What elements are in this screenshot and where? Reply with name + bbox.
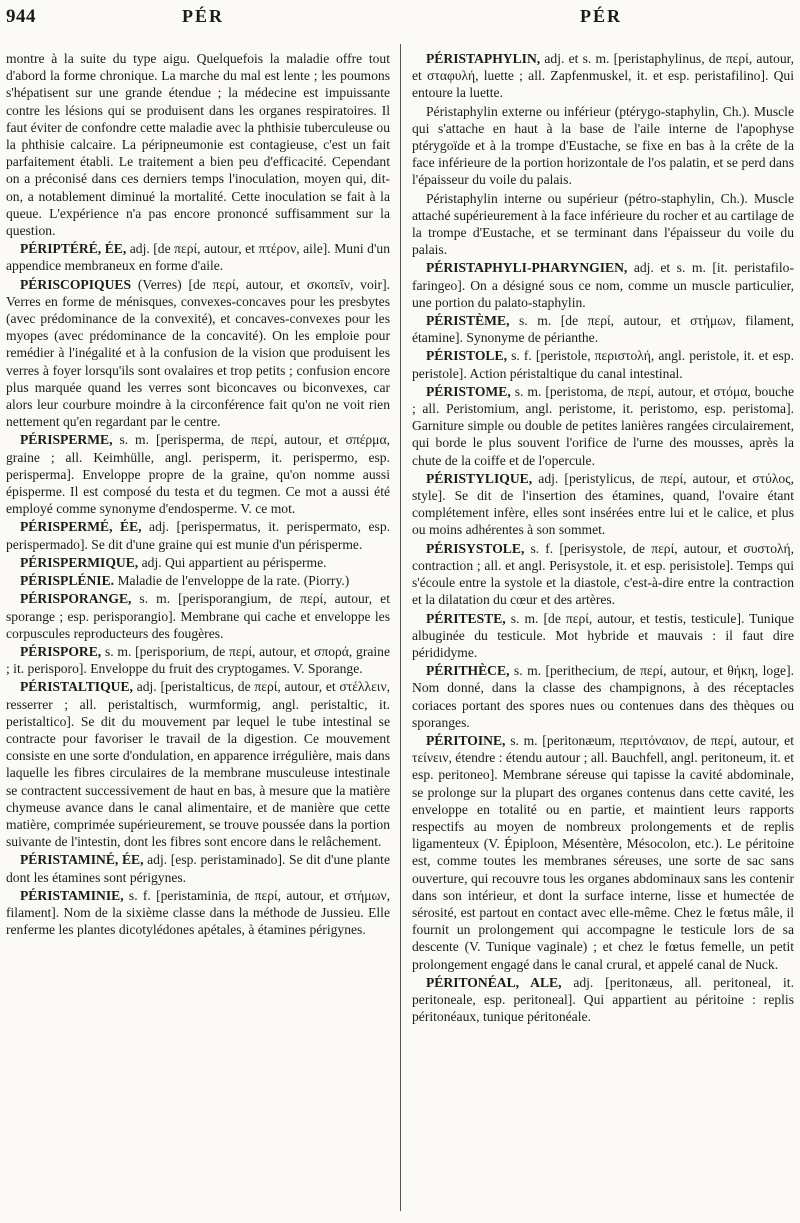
dictionary-entry bbox=[412, 662, 794, 731]
dictionary-entry bbox=[6, 554, 390, 571]
entry-text: Maladie de l'enveloppe de la rate. (Piorry.) bbox=[117, 573, 350, 589]
entry-headword: PÉRISTOLE, bbox=[426, 348, 507, 364]
dictionary-entry bbox=[6, 50, 390, 239]
entry-headword: PÉRISTÈME, bbox=[426, 313, 510, 329]
dictionary-entry bbox=[412, 974, 794, 1026]
right-column bbox=[412, 50, 794, 1209]
dictionary-entry bbox=[412, 259, 794, 311]
dictionary-entry bbox=[6, 572, 390, 589]
entry-headword: PÉRISPERME, bbox=[20, 432, 113, 448]
dictionary-entry bbox=[412, 103, 794, 189]
entry-text: s. m. [de περί, autour, et testis, testicule]. Tunique albuginée du testicule. Mot hybride et mauvais : il faut dire pérididyme. bbox=[412, 610, 794, 660]
entry-headword: PÉRISPERMÉ, ÉE, bbox=[20, 519, 142, 535]
entry-headword: PÉRISPERMIQUE, bbox=[20, 554, 139, 570]
dictionary-entry bbox=[412, 610, 794, 662]
entry-text: Péristaphylin interne ou supérieur (pétro-staphylin, Ch.). Muscle attaché supérieurement à la face inférieure du rocher et au cartilage de la trompe d'Eustache, et se terminant dans l'épaisseur du voile du palais. bbox=[412, 190, 794, 258]
entry-text: s. m. [de περί, autour, et στήμων, filament, étamine]. Synonyme de périanthe. bbox=[412, 313, 794, 346]
dictionary-entry bbox=[412, 312, 794, 346]
dictionary-entry bbox=[6, 276, 390, 431]
running-head-right: PÉR bbox=[580, 6, 622, 26]
entry-headword: PÉRITHÈCE, bbox=[426, 663, 510, 679]
entry-text: s. f. [peristole, περιστολή, angl. peristole, it. et esp. peristole]. Action péristaltique du canal intestinal. bbox=[412, 348, 794, 381]
entry-text: adj. [esp. peristaminado]. Se dit d'une plante dont les étamines sont périgynes. bbox=[6, 852, 390, 885]
entry-text: adj. [perispermatus, it. perispermato, esp. perispermado]. Se dit d'une graine qui est munie d'un périsperme. bbox=[6, 519, 390, 552]
entry-headword: PÉRISCOPIQUES bbox=[20, 276, 132, 292]
entry-text: s. m. [peritonæum, περιτόναιον, de περί, autour, et τείνειν, étendre : étendu autour ; all. Bauchfell, angl. peritoneum, it. et esp. peritoneo]. Membrane séreuse qui tapisse la cavité abdominale, se prolonge sur la plupart des organes contenus dans cette cavité, les enveloppe en totalité ou en partie, et maintient leurs rapports respectifs au moyen de nombreux prolongements et de replis ligamenteux (V. Épiploon, Mésentère, Mésocolon, etc.). Le péritoine est, comme toutes les membranes séreuses, une sorte de sac sans ouverture, qui recouvre tous les organes abdominaux sans les contenir dans son intérieur, et dont la surface interne, lisse et humectée de sérosité, est partout en contact avec elle-même. Chez le fœtus mâle, il fournit un prolongement qui accompagne le testicule lors de sa descente (V. Tunique vaginale) ; et chez le fœtus femelle, un petit prolongement engagé dans le canal crural, et appelé canal de Nuck. bbox=[412, 732, 794, 972]
entry-headword: PÉRISYSTOLE, bbox=[426, 540, 525, 556]
entry-text: s. m. [perisperma, de περί, autour, et σπέρμα, graine ; all. Keimhülle, angl. perisperm, it. perispermo, esp. perisperma]. Enveloppe propre de la graine, qu'on nomme aussi épisperme. Il est composé du testa et du tegmen. Ce mot a aussi été employé comme synonyme d'endosperme. V. ce mot. bbox=[6, 432, 390, 517]
entry-text: adj. et s. m. [peristaphylinus, de περί, autour, et σταφυλή, luette ; all. Zapfenmuskel, it. et esp. peristafilino]. Qui entoure la luette. bbox=[412, 51, 794, 101]
entry-headword: PÉRISTALTIQUE, bbox=[20, 679, 133, 695]
entry-text: s. m. [peristoma, de περί, autour, et στόμα, bouche ; all. Peristomium, angl. peristome, it. peristomo, esp. peristoma]. Garniture simple ou double de petites lanières rangées circulairement, qui borde le plus souvent l'orifice de l'urne des mousses, après la chute de la coiffe et de l'opercule. bbox=[412, 383, 794, 468]
dictionary-entry bbox=[6, 518, 390, 552]
entry-headword: PÉRITOINE, bbox=[426, 732, 506, 748]
column-divider bbox=[400, 44, 401, 1211]
entry-text: s. f. [perisystole, de περί, autour, et συστολή, contraction ; all. et angl. Perisystole, it. et esp. perisistole]. Temps qui s'écoule entre la systole et la diastole, c'est-à-dire entre la contraction et la dilatation du cœur et des artères. bbox=[412, 540, 794, 608]
entry-headword: PÉRISPLÉNIE. bbox=[20, 573, 115, 589]
page-number: 944 bbox=[6, 6, 36, 27]
entry-headword: PÉRISTYLIQUE, bbox=[426, 470, 533, 486]
dictionary-entry bbox=[6, 851, 390, 885]
entry-text: (Verres) [de περί, autour, et σκοπεῖν, voir]. Verres en forme de ménisques, convexes-concaves pour les presbytes (avec prédominance de la convexité), et concaves-convexes pour les myopes (avec prédominance de la concavité). On les emploie pour remédier à l'inégalité et à la confusion de la vision que produisent les verres à foyer lorsqu'ils sont ovalaires et trop petits ; confusion encore plus marquée quand les verres sont biconcaves ou biconvexes, car alors leur courbure moindre à la circonférence fait qu'on ne voit rien nettement qu'en regardant par le centre. bbox=[6, 276, 390, 430]
running-head-left: PÉR bbox=[182, 6, 224, 26]
entry-headword: PÉRISTOME, bbox=[426, 383, 511, 399]
entry-headword: PÉRITONÉAL, ALE, bbox=[426, 974, 562, 990]
dictionary-entry bbox=[6, 887, 390, 939]
entry-text: adj. Qui appartient au périsperme. bbox=[141, 554, 327, 570]
entry-headword: PÉRISTAPHYLIN, bbox=[426, 51, 541, 66]
entry-text: adj. [peritonæus, all. peritoneal, it. peritoneale, esp. peritoneal]. Qui appartient au péritoine : replis péritonéaux, tunique péritonéale. bbox=[412, 974, 794, 1025]
entry-text: adj. [peristalticus, de περί, autour, et στέλλειν, resserrer ; all. peristaltisch, wurmformig, angl. peristaltic, it. peristaltico]. Se dit du mouvement par lequel le tube intestinal se contracte pour favoriser le travail de la digestion. Ce mouvement consiste en une sorte d'ondulation, en apparence irrégulière, mais dans laquelle les fibres circulaires de la membrane musculeuse intestinale se contractent successivement de haut en bas, à mesure que la matière chymeuse avance dans le canal alimentaire, et de manière que cette matière, comprimée supérieurement, se trouve poussée dans la portion suivante de l'intestin, dont les fibres sont encore dans le relâchement. bbox=[6, 679, 390, 850]
dictionary-entry bbox=[412, 383, 794, 469]
dictionary-entry bbox=[6, 590, 390, 642]
dictionary-entry bbox=[6, 643, 390, 677]
dictionary-entry bbox=[6, 678, 390, 850]
dictionary-entry bbox=[6, 240, 390, 274]
entry-text: adj. et s. m. [it. peristafilo-faringeo]. On a désigné sous ce nom, comme un muscle particulier, une portion du palato-staphylin. bbox=[412, 260, 794, 310]
entry-text: s. m. [perisporium, de περί, autour, et σπορά, graine ; it. perisporo]. Enveloppe du fruit des cryptogames. V. Sporange. bbox=[6, 643, 390, 677]
left-column bbox=[6, 50, 390, 1209]
entry-text: montre à la suite du type aigu. Quelquefois la maladie offre tout d'abord la forme chronique. La marche du mal est lente ; les poumons s'hépatisent sur une grande étendue ; la médecine est impuissante contre les lésions qui se produisent dans les organes respiratoires. Il faut éviter de confondre cette maladie avec la phthisie tuberculeuse ou la phthisie calcaire. La péripneumonie est contagieuse, c'est un fait parfaitement établi. Le traitement a bien peu d'efficacité. Cependant on a préconisé dans ces derniers temps l'inoculation, moyen qui, dit-on, a notablement diminué la mortalité. Cette inoculation se fait à la queue. L'expérience n'a pas encore prononcé suffisamment sur la question. bbox=[6, 51, 390, 239]
dictionary-entry bbox=[412, 190, 794, 259]
entry-text: adj. [peristylicus, de περί, autour, et στύλος, style]. Se dit de l'insertion des étamines, quand, l'ovaire étant complétement infère, elles sont insérées entre lui et le calice, et plus ou moins adhérentes à son sommet. bbox=[412, 470, 794, 538]
entry-headword: PÉRISPORANGE, bbox=[20, 591, 132, 607]
dictionary-entry bbox=[412, 540, 794, 609]
entry-headword: PÉRISTAMINÉ, ÉE, bbox=[20, 852, 144, 868]
entry-headword: PÉRISTAMINIE, bbox=[20, 887, 124, 903]
entry-text: s. m. [perithecium, de περί, autour, et θήκη, loge]. Nom donné, dans la classe des champignons, à des réceptacles coriaces portant des spores nues ou contenues dans des thèques ou sporanges. bbox=[412, 663, 794, 730]
dictionary-entry bbox=[6, 431, 390, 517]
entry-text: adj. [de περί, autour, et πτέρον, aile]. Muni d'un appendice membraneux en forme d'aile. bbox=[6, 241, 390, 274]
entry-text: s. f. [peristaminia, de περί, autour, et στήμων, filament]. Nom de la sixième classe dans la méthode de Jussieu. Elle renferme les plantes dicotylédones apétales, à étamines périgynes. bbox=[6, 887, 390, 938]
entry-headword: PÉRISPORE, bbox=[20, 643, 102, 659]
entry-headword: PÉRITESTE, bbox=[426, 610, 506, 626]
entry-text: s. m. [perisporangium, de περί, autour, et sporange ; esp. perisporangio]. Membrane qui cache et enveloppe les corpuscules reproducteurs des fougères. bbox=[6, 591, 390, 641]
entry-text: Péristaphylin externe ou inférieur (ptérygo-staphylin, Ch.). Muscle qui s'attache en haut à la base de l'aile interne de l'apophyse ptérygoïde et à la trompe d'Eustache, se fixe en bas à la crête de la face inférieure de la portion horizontale de l'os palatin, et se perd dans l'épaisseur du voile du palais. bbox=[412, 103, 794, 188]
dictionary-entry bbox=[412, 470, 794, 539]
entry-headword: PÉRIPTÉRÉ, ÉE, bbox=[20, 241, 127, 257]
dictionary-entry bbox=[412, 50, 794, 102]
dictionary-entry bbox=[412, 732, 794, 973]
entry-headword: PÉRISTAPHYLI-PHARYNGIEN, bbox=[426, 260, 628, 276]
dictionary-entry bbox=[412, 347, 794, 381]
